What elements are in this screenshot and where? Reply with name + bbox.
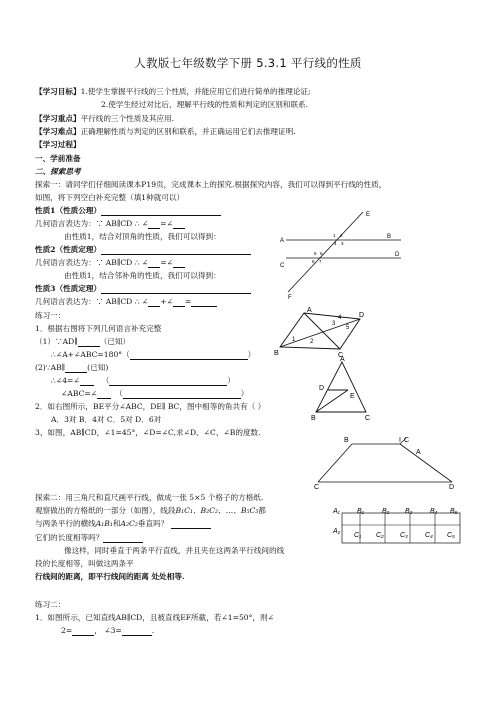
label-C5: C₅: [447, 532, 455, 539]
ex1-q1b-blank[interactable]: [130, 351, 248, 360]
angle-4: 4: [334, 241, 337, 246]
prop3-blank[interactable]: [101, 285, 251, 294]
prop3-plus: +∠: [160, 297, 173, 306]
ex1-q2-options: A．3对 B．4对 C．5对 D．6对: [51, 415, 162, 424]
ex1-q1a-text: （1）∵AD∥: [35, 337, 78, 346]
explore2-line1: 探索二：用三角尺和直尺画平行线，做成一张 5×5 个格子的方格纸.: [35, 493, 264, 502]
explore1-line1: 探索一：请同学们仔细阅读课本P19页，完成课本上的探究.根据探究内容，我们可以得到平行线的性质，: [35, 180, 387, 189]
right-leg: [400, 444, 452, 482]
prop1-label: 性质1（性质公理）: [35, 206, 102, 215]
prop3-label: 性质3（性质定理）: [35, 284, 102, 293]
prop2-geo: [35, 258, 185, 268]
explore1-line2: 如图，将下列空白补充完整（填1种就可以）: [35, 193, 185, 202]
label-A: A: [416, 449, 421, 456]
label-B3: B₃: [405, 508, 413, 515]
prop1-eq: =∠: [160, 219, 173, 228]
label-C: C: [338, 352, 344, 359]
prop2-eq: =∠: [160, 258, 173, 267]
ex1-q1d-close: ）: [227, 376, 235, 385]
ex1-q1e-text: ∠ABC=∠: [61, 389, 98, 398]
angle-1: 1: [292, 337, 296, 343]
key-row: [35, 114, 174, 124]
prop2-angle-blank-2[interactable]: [173, 259, 185, 268]
label-C: C: [365, 415, 371, 422]
ex1-q1d: [51, 376, 235, 386]
prop2-note: 由性质1，结合邻补角的性质，我们可以得到：: [64, 271, 221, 280]
ex2-q1-answers: [61, 626, 154, 636]
key-label: 【学习重点】: [35, 114, 81, 123]
prop2-blank[interactable]: [101, 246, 251, 255]
explore2-line4: [35, 533, 143, 543]
explore2-line2: 观察做出的方格纸的一部分（如图），线段B₁C₁、B₂C₂、…、B₅C₅都: [35, 506, 266, 515]
ex1-q1c: [35, 363, 108, 373]
ex1-q3: 3、如图，AB∥CD，∠1=45°，∠D=∠C,求∠D、∠C、∠B的度数.: [35, 428, 261, 437]
label-B: B: [344, 437, 349, 444]
ex2-q1b: 2=: [61, 626, 73, 635]
ex2-q1: 1．如图所示，已知直线AB∥CD，且被直线EF所截，若∠1=50°，则∠: [35, 613, 274, 622]
label-A: A: [340, 356, 345, 363]
label-E: E: [366, 212, 371, 218]
quad-outline: [280, 313, 360, 349]
label-C4: C₄: [425, 532, 433, 539]
label-I: I: [399, 437, 401, 444]
figure-quadrilateral-abcd: [272, 307, 372, 359]
label-C2: C₂: [376, 532, 384, 539]
prop1-blank[interactable]: [101, 207, 221, 216]
angle-3: 3: [332, 321, 336, 327]
angle-1: 1: [333, 233, 336, 238]
explore2-line6: 段的长度相等，叫做这两条平: [35, 559, 134, 568]
label-D: D: [359, 312, 365, 319]
ex1-q1d-open: （: [101, 376, 110, 385]
figure-triangle-de-bc: [310, 356, 372, 422]
label-F: F: [288, 295, 292, 301]
explore2-line7: 行线间的距离，即平行线间的距离 处处相等.: [35, 572, 185, 581]
ex1-q1e-open: （: [115, 389, 123, 398]
label-E: E: [350, 393, 355, 400]
prop1-geo: [35, 219, 185, 229]
prop1-heading: [35, 206, 221, 216]
section2-heading: 二、探索思考: [35, 167, 81, 176]
prop3-sum-blank[interactable]: [191, 298, 217, 307]
ex1-q1d-blank-1[interactable]: [80, 377, 94, 386]
figure-grid: [330, 503, 460, 547]
ex1-q1e-close: ）: [240, 389, 249, 398]
prop1-angle-blank-1[interactable]: [148, 220, 160, 229]
ex2-label: 练习二：: [35, 600, 66, 609]
prop3-angle-blank-2[interactable]: [173, 298, 185, 307]
transversal-ef: [288, 212, 363, 292]
label-A2: A₂: [333, 528, 341, 535]
angle-2: 2: [340, 233, 343, 238]
explore2-blank-1[interactable]: [171, 520, 211, 529]
label-C-bottom: C: [314, 484, 320, 491]
prop2-geo-text: 几何语言表达为：∵ AB∥CD ∴ ∠: [35, 258, 149, 267]
label-B2: B₂: [382, 508, 390, 515]
prop1-geo-text: 几何语言表达为：∵ AB∥CD ∴ ∠: [35, 219, 149, 228]
ex1-q1c-text: (2)∵AB∥: [35, 363, 66, 372]
ex1-q1b-close: ）: [247, 350, 256, 359]
ex1-q1b-text: ∴∠A+∠ABC=180°（: [51, 350, 130, 359]
angle-4: 4: [338, 315, 342, 321]
explore2-blank-2[interactable]: [103, 534, 143, 543]
angle-5: 5: [314, 251, 317, 256]
ex1-q1a: [35, 337, 130, 347]
explore2-line4-text: 它们的长度相等吗？: [35, 533, 104, 542]
ex1-q1e-blank-2[interactable]: [123, 390, 241, 399]
label-C1: C₁: [354, 532, 362, 539]
ex1-q1e: [61, 389, 248, 399]
prop3-geo-text: 几何语言表达为：∵ AB∥CD ∴ ∠: [35, 297, 149, 306]
difficulty-label: 【学习难点】: [35, 127, 81, 136]
ex1-q1d-text: ∴∠4=∠: [51, 376, 80, 385]
process-label: 【学习过程】: [35, 140, 81, 149]
label-A: A: [280, 238, 285, 244]
figure-parallel-transversal: [276, 208, 406, 300]
goals-line2: 2.使学生经过对比后，理解平行线的性质和判定的区别和联系.: [101, 100, 309, 109]
ex1-q2: 2．如右图所示，BE平分∠ABC，DE∥ BC，图中相等的角共有（ ）: [35, 402, 266, 411]
angle-6: 6: [320, 251, 323, 256]
ex2-blank-angle3[interactable]: [122, 626, 155, 636]
ex1-q1a-blank[interactable]: [78, 338, 100, 347]
goals-row: [35, 87, 311, 97]
difficulty-row: [35, 127, 296, 137]
ex1-q1c-reason: (已知): [87, 363, 109, 372]
goals-label: 【学习目标】: [35, 87, 81, 96]
explore2-line5: 像这样，同时垂直于两条平行直线，并且夹在这两条平行线间的线: [64, 546, 285, 555]
angle-7: 7: [319, 259, 322, 264]
explore2-line3c: 垂直吗？: [137, 519, 169, 528]
label-B5: B₅: [450, 508, 458, 515]
left-leg: [318, 444, 352, 482]
ex1-q1: 1．根据右图将下列几何语言补充完整: [35, 324, 162, 333]
angle-8: 8: [312, 259, 315, 264]
ex1-q1a-reason: （已知）: [99, 337, 131, 346]
ex2-q1c: ， ∠3=: [94, 626, 122, 635]
prop3-angle-blank-1[interactable]: [148, 298, 160, 307]
prop3-geo: [35, 297, 217, 307]
ex2-q1d: .: [151, 626, 155, 635]
label-B: B: [274, 350, 279, 357]
label-A: A: [307, 307, 312, 314]
prop2-heading: [35, 245, 251, 255]
segment-be: [316, 390, 348, 412]
label-D: D: [449, 484, 455, 491]
label-A1: A₁: [333, 508, 340, 515]
goals-line1: 1.使学生掌握平行线的三个性质，并能应用它们进行简单的推理论证;: [80, 87, 311, 96]
ex2-blank-angle2[interactable]: [72, 627, 94, 636]
angle-2: 2: [310, 339, 314, 345]
explore2-line3b: 和: [112, 519, 121, 528]
prop3-heading: [35, 284, 251, 294]
label-D: D: [319, 385, 325, 392]
prop3-eq: =: [184, 297, 192, 306]
ex1-label: 练习一：: [35, 311, 66, 320]
label-C: C: [404, 437, 410, 444]
ex1-q1b: [51, 350, 255, 360]
angle-3: 3: [341, 241, 344, 246]
explore2-line2a: 观察做出的方格纸的一部分（如图），线段: [35, 506, 176, 515]
prop2-angle-blank-1[interactable]: [148, 259, 160, 268]
section1-heading: 一、学前准备: [35, 154, 81, 163]
ex1-q1d-blank-2[interactable]: [109, 377, 227, 386]
label-B4: B₄: [430, 508, 438, 515]
label-C: C: [280, 263, 285, 269]
page-title: 人教版七年级数学下册 5.3.1 平行线的性质: [134, 56, 362, 70]
prop1-angle-blank-2[interactable]: [173, 220, 185, 229]
explore2-line3a: 与两条平行的横线: [35, 519, 96, 528]
prop1-note: 由性质1，结合对顶角的性质，我们可以得到：: [64, 232, 221, 241]
label-B: B: [311, 415, 316, 422]
explore2-line2b: 都: [258, 506, 266, 515]
ex1-q1c-blank[interactable]: [65, 364, 87, 373]
label-B1: B₁: [357, 508, 364, 515]
label-D: D: [395, 252, 400, 258]
explore2-line3: 与两条平行的横线A₁B₁和A₂C₂垂直吗？: [35, 519, 211, 529]
ex1-q1e-blank-1[interactable]: [97, 390, 111, 399]
key-text: 平行线的三个性质及其应用.: [80, 114, 175, 123]
difficulty-text: 正确理解性质与判定的区别和联系，并正确运用它们去推理证明.: [80, 127, 296, 136]
figure-trapezoid: [312, 436, 462, 490]
label-B: B: [387, 234, 392, 240]
label-C3: C₃: [400, 532, 408, 539]
prop2-label: 性质2（性质定理）: [35, 245, 102, 254]
angle-5: 5: [346, 325, 350, 331]
